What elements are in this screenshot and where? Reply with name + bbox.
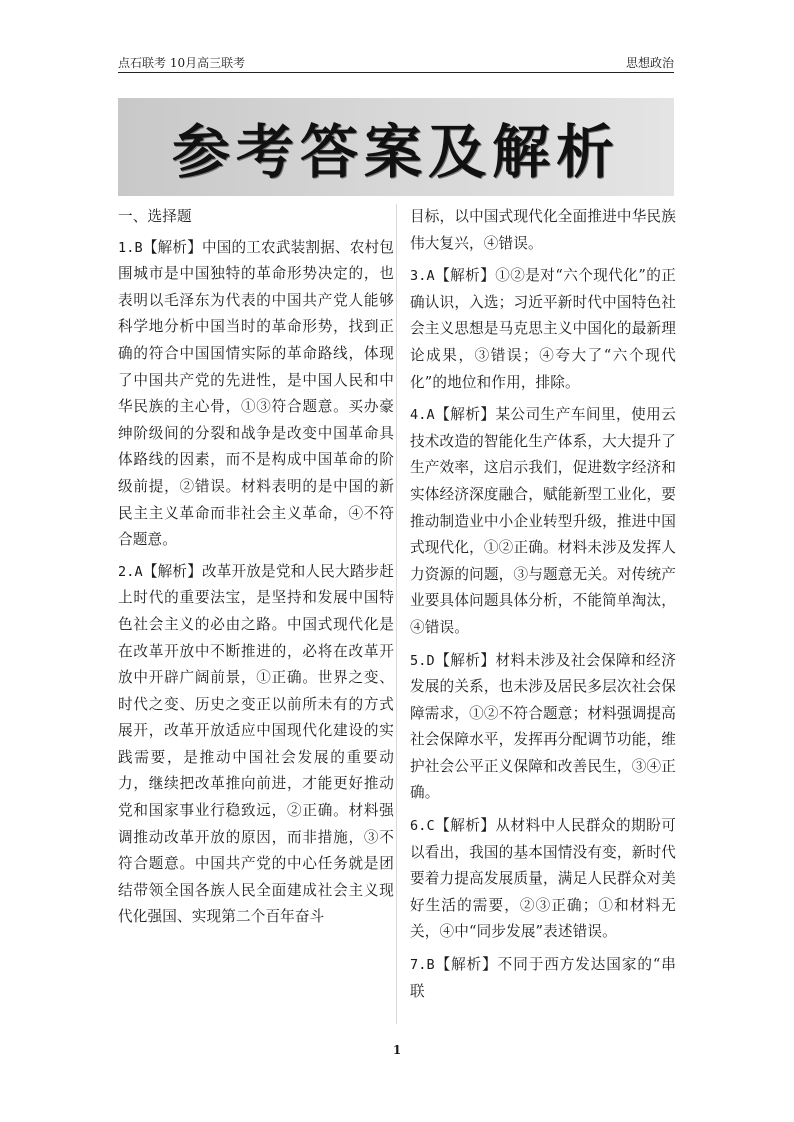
page-title: 参考答案及解析 <box>171 118 620 186</box>
answer-1 <box>118 235 394 554</box>
answer-number: 5.D <box>410 652 435 669</box>
header-subject: 思想政治 <box>625 56 674 70</box>
answer-text: 【解析】某公司生产车间里，使用云技术改造的智能化生产体系，大大提升了生产效率，这启示我们，促进数字经济和实体经济深度融合，赋能新型工业化，要推动制造业中小企业转型升级，推进中国式现代化，①②正确。材料未涉及发挥人力资源的问题，③与题意无关。对传统产业要具体问题具体分析，不能简单淘汰，④错误。 <box>410 406 676 636</box>
answer-number: 7.B <box>410 957 435 974</box>
answer-6 <box>410 813 676 946</box>
section-title: 一、选择题 <box>118 208 192 225</box>
answer-text: 【解析】改革开放是党和人民大踏步赶上时代的重要法宝，是坚持和发展中国特色社会主义的必由之路。中国式现代化是在改革开放中不断推进的，必将在改革开放中开辟广阔前景，①正确。世界之变、时代之变、历史之变正以前所未有的方式展开，改革开放适应中国现代化建设的实践需要，是推动中国社会发展的重要动力，继续把改革推向前进，才能更好推动党和国家事业行稳致远，②正确。材料强调推动改革开放的原因，而非措施，③不符合题意。中国共产党的中心任务就是团结带领全国各族人民全面建成社会主义现代化强国、实现第二个百年奋斗 <box>118 562 394 926</box>
page-header <box>118 56 674 73</box>
answer-text: 【解析】中国的工农武装割据、农村包围城市是中国独特的革命形势决定的，也表明以毛泽东为代表的中国共产党人能够科学地分析中国当时的革命形势，找到正确的符合中国国情实际的革命路线，体现了中国共产党的先进性，是中国人民和中华民族的主心骨，①③符合题意。买办豪绅阶级间的分裂和战争是改变中国革命具体路线的因素，而不是构成中国革命的阶级前提，②错误。材料表明的是中国的新民主主义革命而非社会主义革命，④不符合题意。 <box>118 238 394 549</box>
answer-7 <box>410 952 676 1005</box>
right-column <box>410 204 676 1011</box>
answer-text: 目标，以中国式现代化全面推进中华民族伟大复兴，④错误。 <box>410 208 676 252</box>
column-divider <box>396 204 397 1024</box>
answer-text: 【解析】从材料中人民群众的期盼可以看出，我国的基本国情没有变，新时代要着力提高发展质量，满足人民群众对美好生活的需要，②③正确；①和材料无关，④中“同步发展”表述错误。 <box>410 817 676 941</box>
header-exam-name: 点石联考 10月高三联考 <box>118 56 246 70</box>
answer-number: 3.A <box>410 268 435 285</box>
answer-2-continued <box>410 204 676 257</box>
answer-4 <box>410 402 676 641</box>
answer-2 <box>118 559 394 931</box>
answer-number: 6.C <box>410 818 435 835</box>
answer-3 <box>410 263 676 396</box>
answer-text: 【解析】材料未涉及社会保障和经济发展的关系，也未涉及居民多层次社会保障需求，①②不符合题意；材料强调提高社会保障水平，发挥再分配调节功能，维护社会公平正义保障和改善民生，③④正确。 <box>410 651 676 802</box>
answer-5 <box>410 648 676 808</box>
answer-text: 【解析】①②是对“六个现代化”的正确认识，入选；习近平新时代中国特色社会主义思想是马克思主义中国化的最新理论成果，③错误；④夸大了“六个现代化”的地位和作用，排除。 <box>410 267 676 391</box>
answer-text: 【解析】不同于西方发达国家的“串联 <box>410 956 676 1000</box>
title-banner <box>118 98 674 196</box>
page-number: 1 <box>392 1043 402 1057</box>
answer-number: 4.A <box>410 407 435 424</box>
answer-number: 2.A <box>118 563 143 580</box>
answer-number: 1.B <box>118 239 143 256</box>
left-column <box>118 204 394 936</box>
